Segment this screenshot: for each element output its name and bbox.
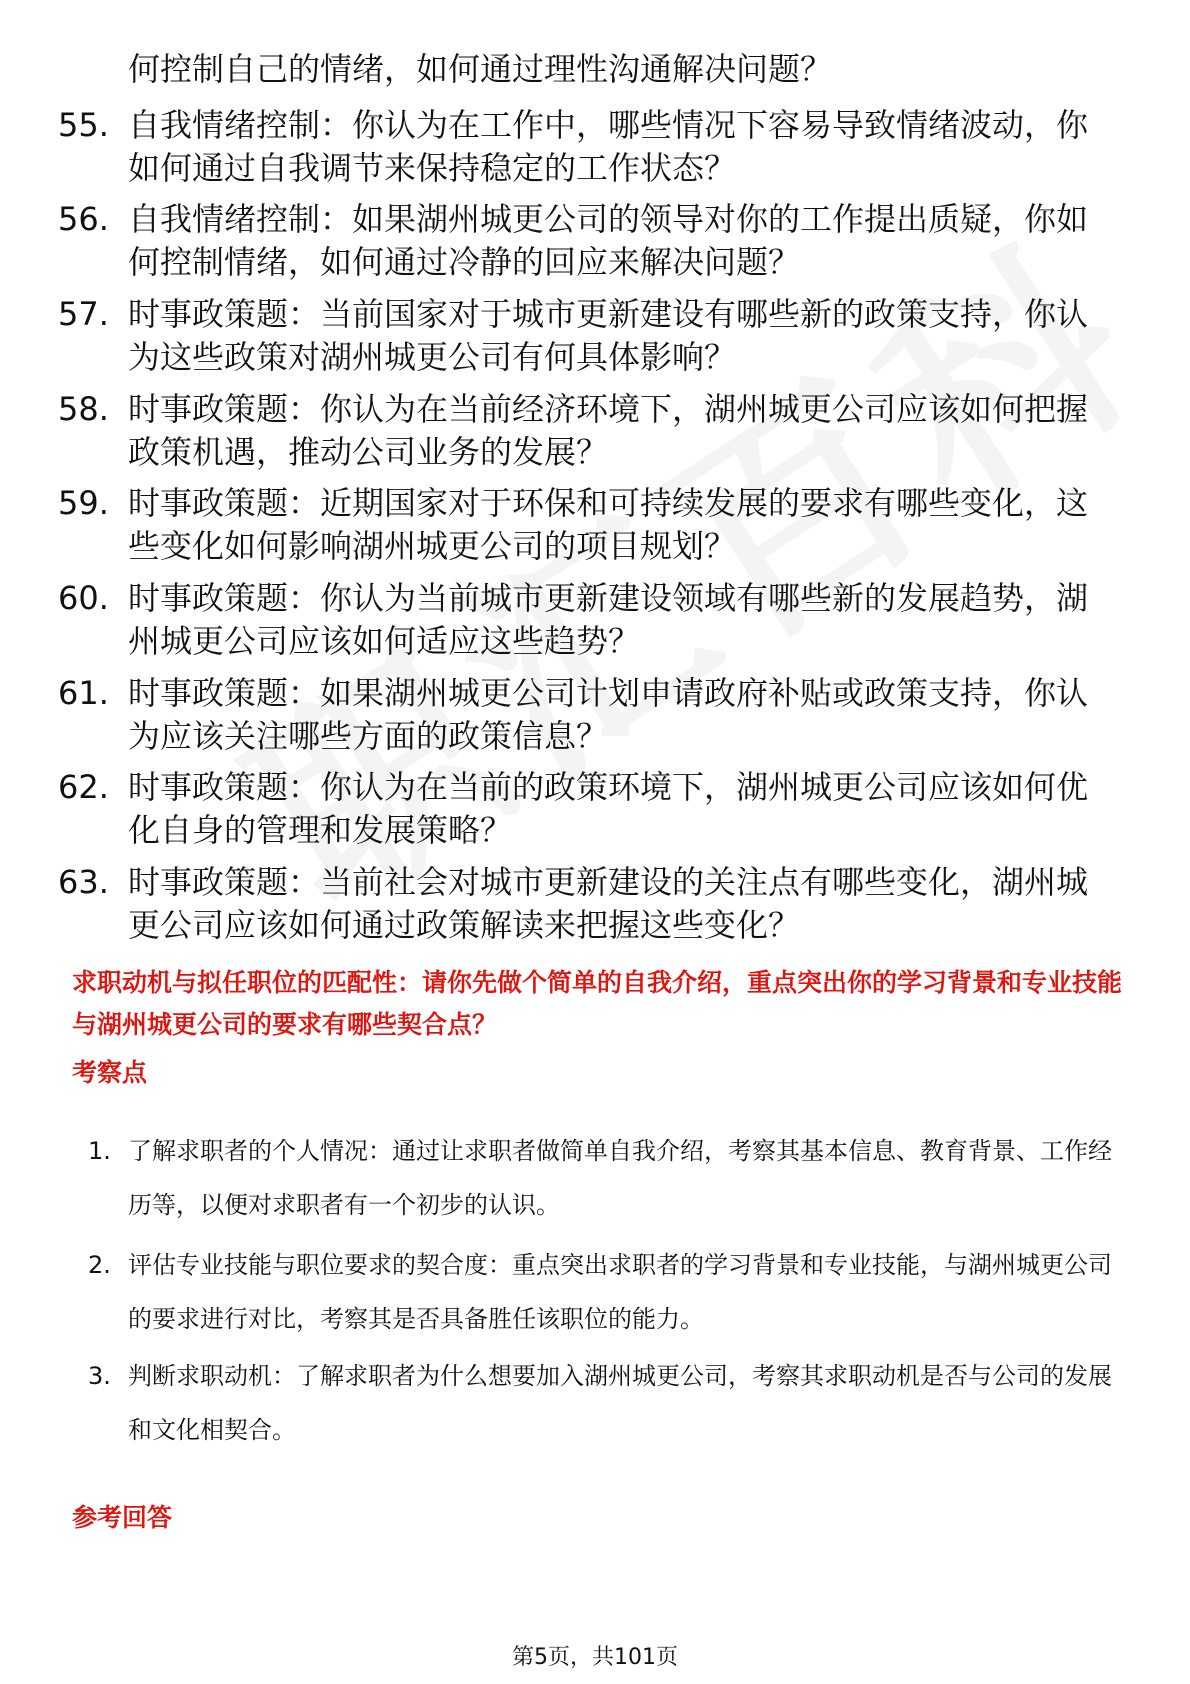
question-text: 时事政策题：如果湖州城更公司计划申请政府补贴或政策支持，你认为应该关注哪些方面的政策信息？ [128,674,1089,755]
point-number: 3. [88,1362,111,1390]
point-number: 1. [88,1137,111,1165]
question-number: 56. [58,200,109,238]
question-number: 60. [58,579,109,617]
answer-heading: 参考回答 [72,1503,173,1532]
point-text: 判断求职动机：了解求职者为什么想要加入湖州城更公司，考察其求职动机是否与公司的发展和文化相契合。 [128,1362,1112,1444]
question-text: 时事政策题：你认为当前城市更新建设领域有哪些新的发展趋势，湖州城更公司应该如何适应这些趋势？ [128,579,1089,660]
question-text: 时事政策题：你认为在当前的政策环境下，湖州城更公司应该如何优化自身的管理和发展策略？ [128,768,1089,849]
question-text: 自我情绪控制：你认为在工作中，哪些情况下容易导致情绪波动，你如何通过自我调节来保持稳定的工作状态？ [128,106,1089,187]
point-number: 2. [88,1251,111,1279]
question-text: 时事政策题：近期国家对于环保和可持续发展的要求有哪些变化，这些变化如何影响湖州城更公司的项目规划？ [128,484,1089,565]
point-text: 了解求职者的个人情况：通过让求职者做简单自我介绍，考察其基本信息、教育背景、工作经历等，以便对求职者有一个初步的认识。 [128,1137,1112,1219]
continuation-text: 何控制自己的情绪，如何通过理性沟通解决问题？ [128,50,833,88]
section-question: 求职动机与拟任职位的匹配性：请你先做个简单的自我介绍，重点突出你的学习背景和专业技能与湖州城更公司的要求有哪些契合点？ [72,968,1123,1039]
question-number: 59. [58,484,109,522]
page-footer: 第5页，共101页 [512,1645,678,1670]
question-text: 时事政策题：当前社会对城市更新建设的关注点有哪些变化，湖州城更公司应该如何通过政策解读来把握这些变化？ [128,863,1089,944]
question-number: 63. [58,863,109,901]
question-number: 57. [58,295,109,333]
question-number: 62. [58,768,109,806]
point-text: 评估专业技能与职位要求的契合度：重点突出求职者的学习背景和专业技能，与湖州城更公司的要求进行对比，考察其是否具备胜任该职位的能力。 [128,1251,1112,1333]
question-text: 时事政策题：当前国家对于城市更新建设有哪些新的政策支持，你认为这些政策对湖州城更公司有何具体影响？ [128,295,1089,376]
question-text: 自我情绪控制：如果湖州城更公司的领导对你的工作提出质疑，你如何控制情绪，如何通过冷静的回应来解决问题？ [128,200,1089,281]
question-number: 58. [58,390,109,428]
question-text: 时事政策题：你认为在当前经济环境下，湖州城更公司应该如何把握政策机遇，推动公司业务的发展？ [128,390,1089,471]
question-number: 55. [58,106,109,144]
points-heading: 考察点 [72,1058,148,1087]
question-number: 61. [58,674,109,712]
